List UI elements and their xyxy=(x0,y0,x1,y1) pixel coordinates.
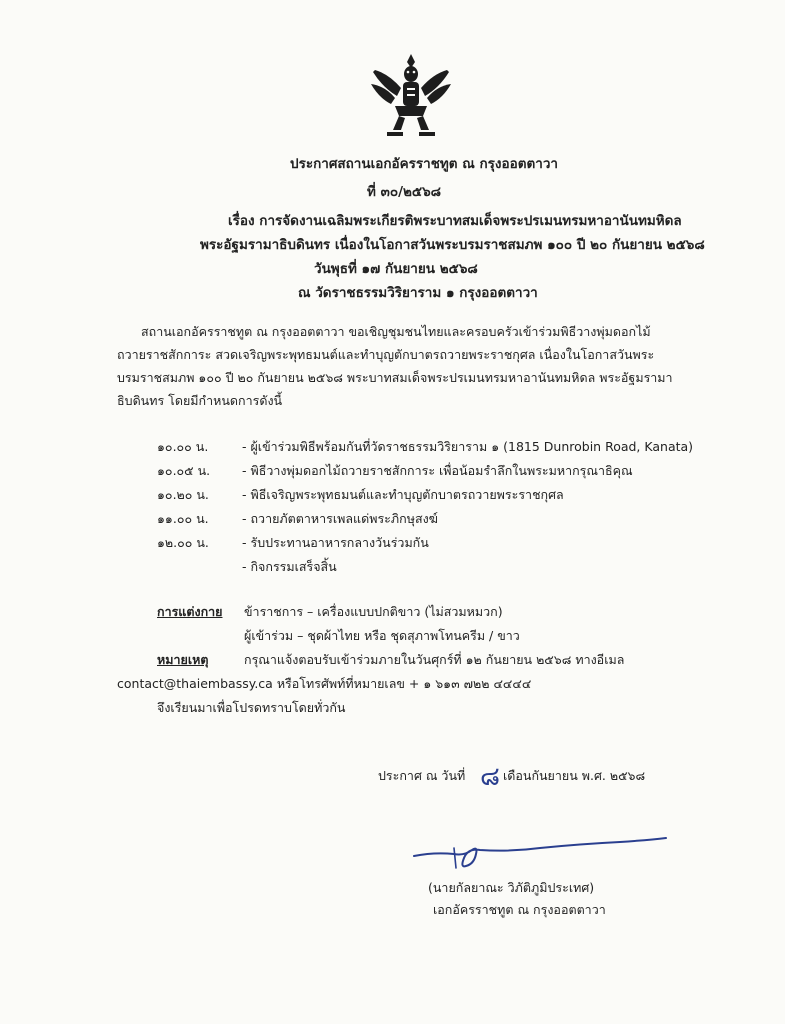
event-date-line: วันพุธที่ ๑๗ กันยายน ๒๕๖๘ xyxy=(314,261,478,277)
schedule-row xyxy=(157,509,438,529)
schedule-activity: - ถวายภัตตาหารเพลแด่พระภิกษุสงฆ์ xyxy=(242,511,438,526)
schedule-row xyxy=(157,461,633,481)
announcement-title: ประกาศสถานเอกอัครราชทูต ณ กรุงออตตาวา xyxy=(290,156,558,172)
schedule-row xyxy=(157,533,429,553)
schedule-row xyxy=(157,437,693,457)
schedule-activity: - พิธีวางพุ่มดอกไม้ถวายราชสักการะ เพื่อน้อมรำลึกในพระมหากรุณาธิคุณ xyxy=(242,463,633,478)
schedule-time: ๑๐.๐๕ น. xyxy=(157,463,211,478)
invitation-text: สถานเอกอัครราชทูต ณ กรุงออตตาวา ขอเชิญชุมชนไทยและครอบครัวเข้าร่วมพิธีวางพุ่มดอกไม้ถวายราชสักการะ สวดเจริญพระพุทธมนต์และทำบุญตักบาตรถวายพระราชกุศล เนื่องในโอกาสวันพระบรมราชสมภพ ๑๐๐ ปี ๒๐ กันยายน ๒๕๖๘ พระบาทสมเด็จพระปรเมนทรมหาอานันทมหิดล พระอัฐมรามาธิบดินทร โดยมีกำหนดการดังนี้ xyxy=(117,324,673,408)
schedule-time: ๑๐.๒๐ น. xyxy=(157,487,209,502)
dress-code-label: การแต่งกาย xyxy=(157,604,223,619)
garuda-emblem xyxy=(365,50,457,142)
schedule-row xyxy=(157,485,564,505)
announce-date-day: ๘ xyxy=(480,762,501,792)
schedule-activity: - กิจกรรมเสร็จสิ้น xyxy=(242,559,337,574)
announce-date-prefix: ประกาศ ณ วันที่ xyxy=(378,768,466,783)
remark-line-2: contact@thaiembassy.ca หรือโทรศัพท์ที่หมายเลข + ๑ ๖๑๓ ๗๒๒ ๔๔๔๔ xyxy=(117,676,532,691)
dress-code-participants: ผู้เข้าร่วม – ชุดผ้าไทย หรือ ชุดสุภาพโทนครีม / ขาว xyxy=(244,628,520,643)
remark-line-1: กรุณาแจ้งตอบรับเข้าร่วมภายในวันศุกร์ที่ ๑๒ กันยายน ๒๕๖๘ ทางอีเมล xyxy=(244,652,625,667)
schedule-activity: - รับประทานอาหารกลางวันร่วมกัน xyxy=(242,535,429,550)
schedule-row xyxy=(157,557,337,577)
invitation-paragraph xyxy=(117,320,677,412)
announce-date-suffix: เดือนกันยายน พ.ศ. ๒๕๖๘ xyxy=(503,768,646,783)
signature-mark xyxy=(410,836,670,876)
subject-line-2: พระอัฐมรามาธิบดินทร เนื่องในโอกาสวันพระบรมราชสมภพ ๑๐๐ ปี ๒๐ กันยายน ๒๕๖๘ xyxy=(200,237,705,253)
schedule-time: ๑๐.๐๐ น. xyxy=(157,439,209,454)
schedule-activity: - ผู้เข้าร่วมพิธีพร้อมกันที่วัดราชธรรมวิริยาราม ๑ (1815 Dunrobin Road, Kanata) xyxy=(242,439,694,454)
announcement-number: ที่ ๓๐/๒๕๖๘ xyxy=(367,184,442,200)
signatory-title: เอกอัครราชทูต ณ กรุงออตตาวา xyxy=(433,902,606,917)
schedule-time: ๑๒.๐๐ น. xyxy=(157,535,209,550)
closing-line: จึงเรียนมาเพื่อโปรดทราบโดยทั่วกัน xyxy=(157,700,346,715)
signatory-name: (นายกัลยาณะ วิภัติภูมิประเทศ) xyxy=(428,880,595,895)
schedule-time: ๑๑.๐๐ น. xyxy=(157,511,209,526)
event-venue-line: ณ วัดราชธรรมวิริยาราม ๑ กรุงออตตาวา xyxy=(298,285,538,301)
subject-line-1: เรื่อง การจัดงานเฉลิมพระเกียรติพระบาทสมเด็จพระปรเมนทรมหาอานันทมหิดล xyxy=(228,213,682,229)
remark-label: หมายเหตุ xyxy=(157,652,209,667)
dress-code-officials: ข้าราชการ – เครื่องแบบปกติขาว (ไม่สวมหมวก) xyxy=(244,604,503,619)
schedule-activity: - พิธีเจริญพระพุทธมนต์และทำบุญตักบาตรถวายพระราชกุศล xyxy=(242,487,564,502)
